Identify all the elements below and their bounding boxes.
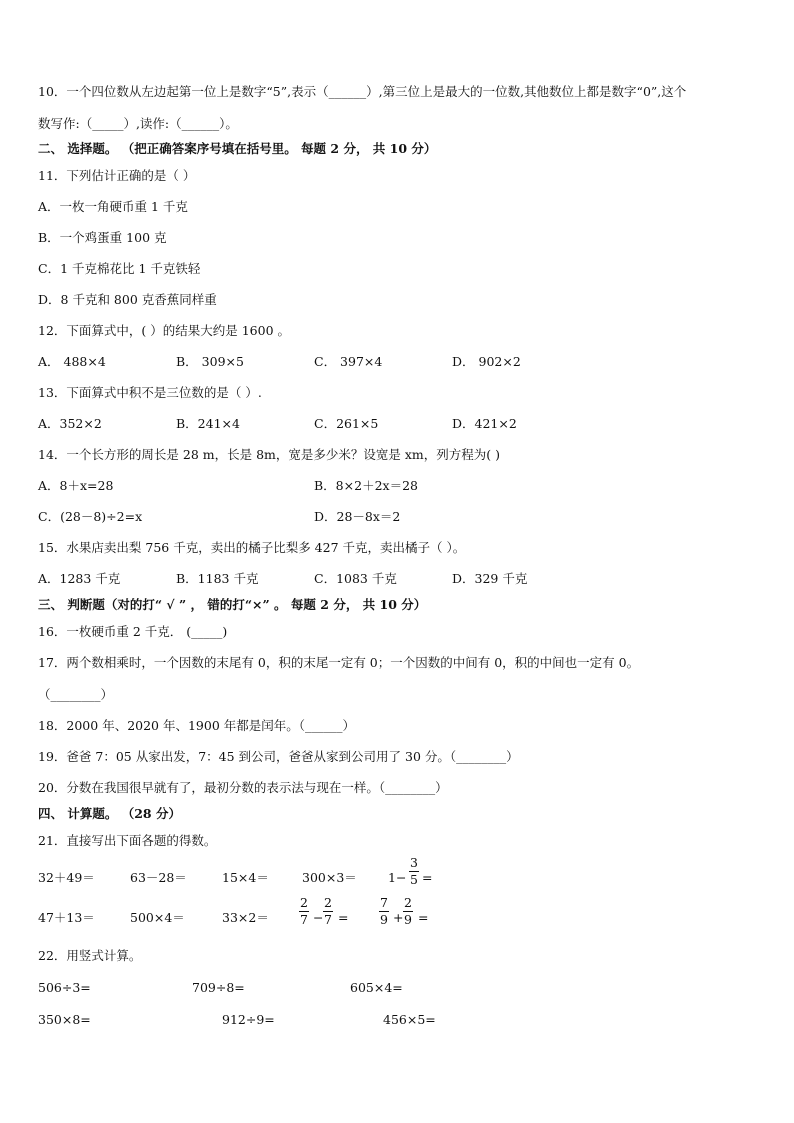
- q14-stem: 14．一个长方形的周长是 28 m，长是 8m，宽是多少米？设宽是 xm，列方程为( ): [38, 447, 500, 462]
- fraction-numerator: 3: [410, 855, 418, 870]
- q15-option-b: B．1183 千克: [176, 571, 259, 586]
- q14-option-c: C．(28－8)÷2=x: [38, 509, 143, 524]
- q21-operator: −: [313, 910, 324, 925]
- q13-option-b: B．241×4: [176, 416, 240, 431]
- q21-fraction: [403, 896, 413, 927]
- q15-option-a: A．1283 千克: [38, 571, 121, 586]
- q12-option-b: B． 309×5: [176, 354, 244, 369]
- q21-fraction-tail: =: [422, 870, 433, 885]
- q22-item: 506÷3=: [38, 980, 91, 995]
- q21-operator: +: [393, 910, 404, 925]
- q22-item: 456×5=: [383, 1012, 436, 1027]
- q13-option-a: A．352×2: [38, 416, 102, 431]
- q11-option-d: D．8 千克和 800 克香蕉同样重: [38, 292, 217, 307]
- section-4-heading: 四、 计算题。 （28 分）: [38, 806, 181, 821]
- section-3-heading: 三、 判断题（对的打“ √ ” ， 错的打“×” 。 每题 2 分， 共 10 分）: [38, 597, 427, 612]
- q10-line2: 数写作:（_____）,读作:（______）。: [38, 116, 238, 131]
- q21-item: 33×2＝: [222, 910, 269, 925]
- fraction-denominator: 9: [404, 912, 412, 927]
- q21-fraction: [379, 896, 389, 927]
- q12-option-a: A． 488×4: [38, 354, 106, 369]
- q22-item: 605×4=: [350, 980, 403, 995]
- q13-stem: 13．下面算式中积不是三位数的是（ ）.: [38, 385, 262, 400]
- q11-option-b: B．一个鸡蛋重 100 克: [38, 230, 167, 245]
- q14-option-a: A．8＋x=28: [38, 478, 114, 493]
- q13-option-d: D．421×2: [452, 416, 517, 431]
- q21-fraction: [409, 856, 419, 887]
- fraction-denominator: 9: [380, 912, 388, 927]
- q22-item: 709÷8=: [192, 980, 245, 995]
- q21-fraction: [299, 896, 309, 927]
- q21-fraction-lead: 1−: [388, 870, 407, 885]
- q11-option-c: C．1 千克棉花比 1 千克铁轻: [38, 261, 201, 276]
- q22-item: 350×8=: [38, 1012, 91, 1027]
- q20: 20．分数在我国很早就有了，最初分数的表示法与现在一样。（________）: [38, 780, 448, 795]
- q22-item: 912÷9=: [222, 1012, 275, 1027]
- fraction-numerator: 2: [324, 895, 332, 910]
- q13-option-c: C．261×5: [314, 416, 379, 431]
- section-2-heading: 二、 选择题。 （把正确答案序号填在括号里。 每题 2 分， 共 10 分）: [38, 141, 437, 156]
- q17-line2: （________）: [38, 687, 114, 702]
- q21-fraction-tail: =: [418, 910, 429, 925]
- fraction-numerator: 2: [300, 895, 308, 910]
- fraction-denominator: 7: [300, 912, 308, 927]
- q15-option-d: D．329 千克: [452, 571, 528, 586]
- q21-item: 32＋49＝: [38, 870, 95, 885]
- q11-option-a: A．一枚一角硬币重 1 千克: [38, 199, 188, 214]
- q12-stem: 12．下面算式中，( ）的结果大约是 1600 。: [38, 323, 291, 338]
- q15-option-c: C．1083 千克: [314, 571, 397, 586]
- fraction-denominator: 7: [324, 912, 332, 927]
- q12-option-c: C． 397×4: [314, 354, 383, 369]
- q19: 19．爸爸 7：05 从家出发，7：45 到公司，爸爸从家到公司用了 30 分。（________）: [38, 749, 519, 764]
- q21-item: 63－28＝: [130, 870, 187, 885]
- q18: 18．2000 年、2020 年、1900 年都是闰年。（______）: [38, 718, 356, 733]
- q16: 16．一枚硬币重 2 千克． (_____): [38, 624, 228, 639]
- q21-fraction: [323, 896, 333, 927]
- q17-line1: 17．两个数相乘时，一个因数的末尾有 0，积的末尾一定有 0；一个因数的中间有 0，积的中间也一定有 0。: [38, 655, 640, 670]
- fraction-numerator: 7: [380, 895, 388, 910]
- q21-stem: 21．直接写出下面各题的得数。: [38, 833, 217, 848]
- q21-item: 500×4＝: [130, 910, 185, 925]
- q22-stem: 22．用竖式计算。: [38, 948, 142, 963]
- q12-option-d: D． 902×2: [452, 354, 521, 369]
- q14-option-b: B．8×2＋2x＝28: [314, 478, 418, 493]
- q11-stem: 11．下列估计正确的是（ ）: [38, 168, 196, 183]
- q21-item: 300×3＝: [302, 870, 357, 885]
- fraction-numerator: 2: [404, 895, 412, 910]
- q14-option-d: D．28－8x＝2: [314, 509, 401, 524]
- q21-fraction-tail: =: [338, 910, 349, 925]
- q10-line1: 10．一个四位数从左边起第一位上是数字“5”,表示（______）,第三位上是最大的一位数,其他数位上都是数字“0”,这个: [38, 84, 687, 99]
- fraction-denominator: 5: [410, 872, 418, 887]
- q21-item: 15×4＝: [222, 870, 269, 885]
- q21-item: 47＋13＝: [38, 910, 95, 925]
- q15-stem: 15．水果店卖出梨 756 千克，卖出的橘子比梨多 427 千克，卖出橘子（ ）。: [38, 540, 466, 555]
